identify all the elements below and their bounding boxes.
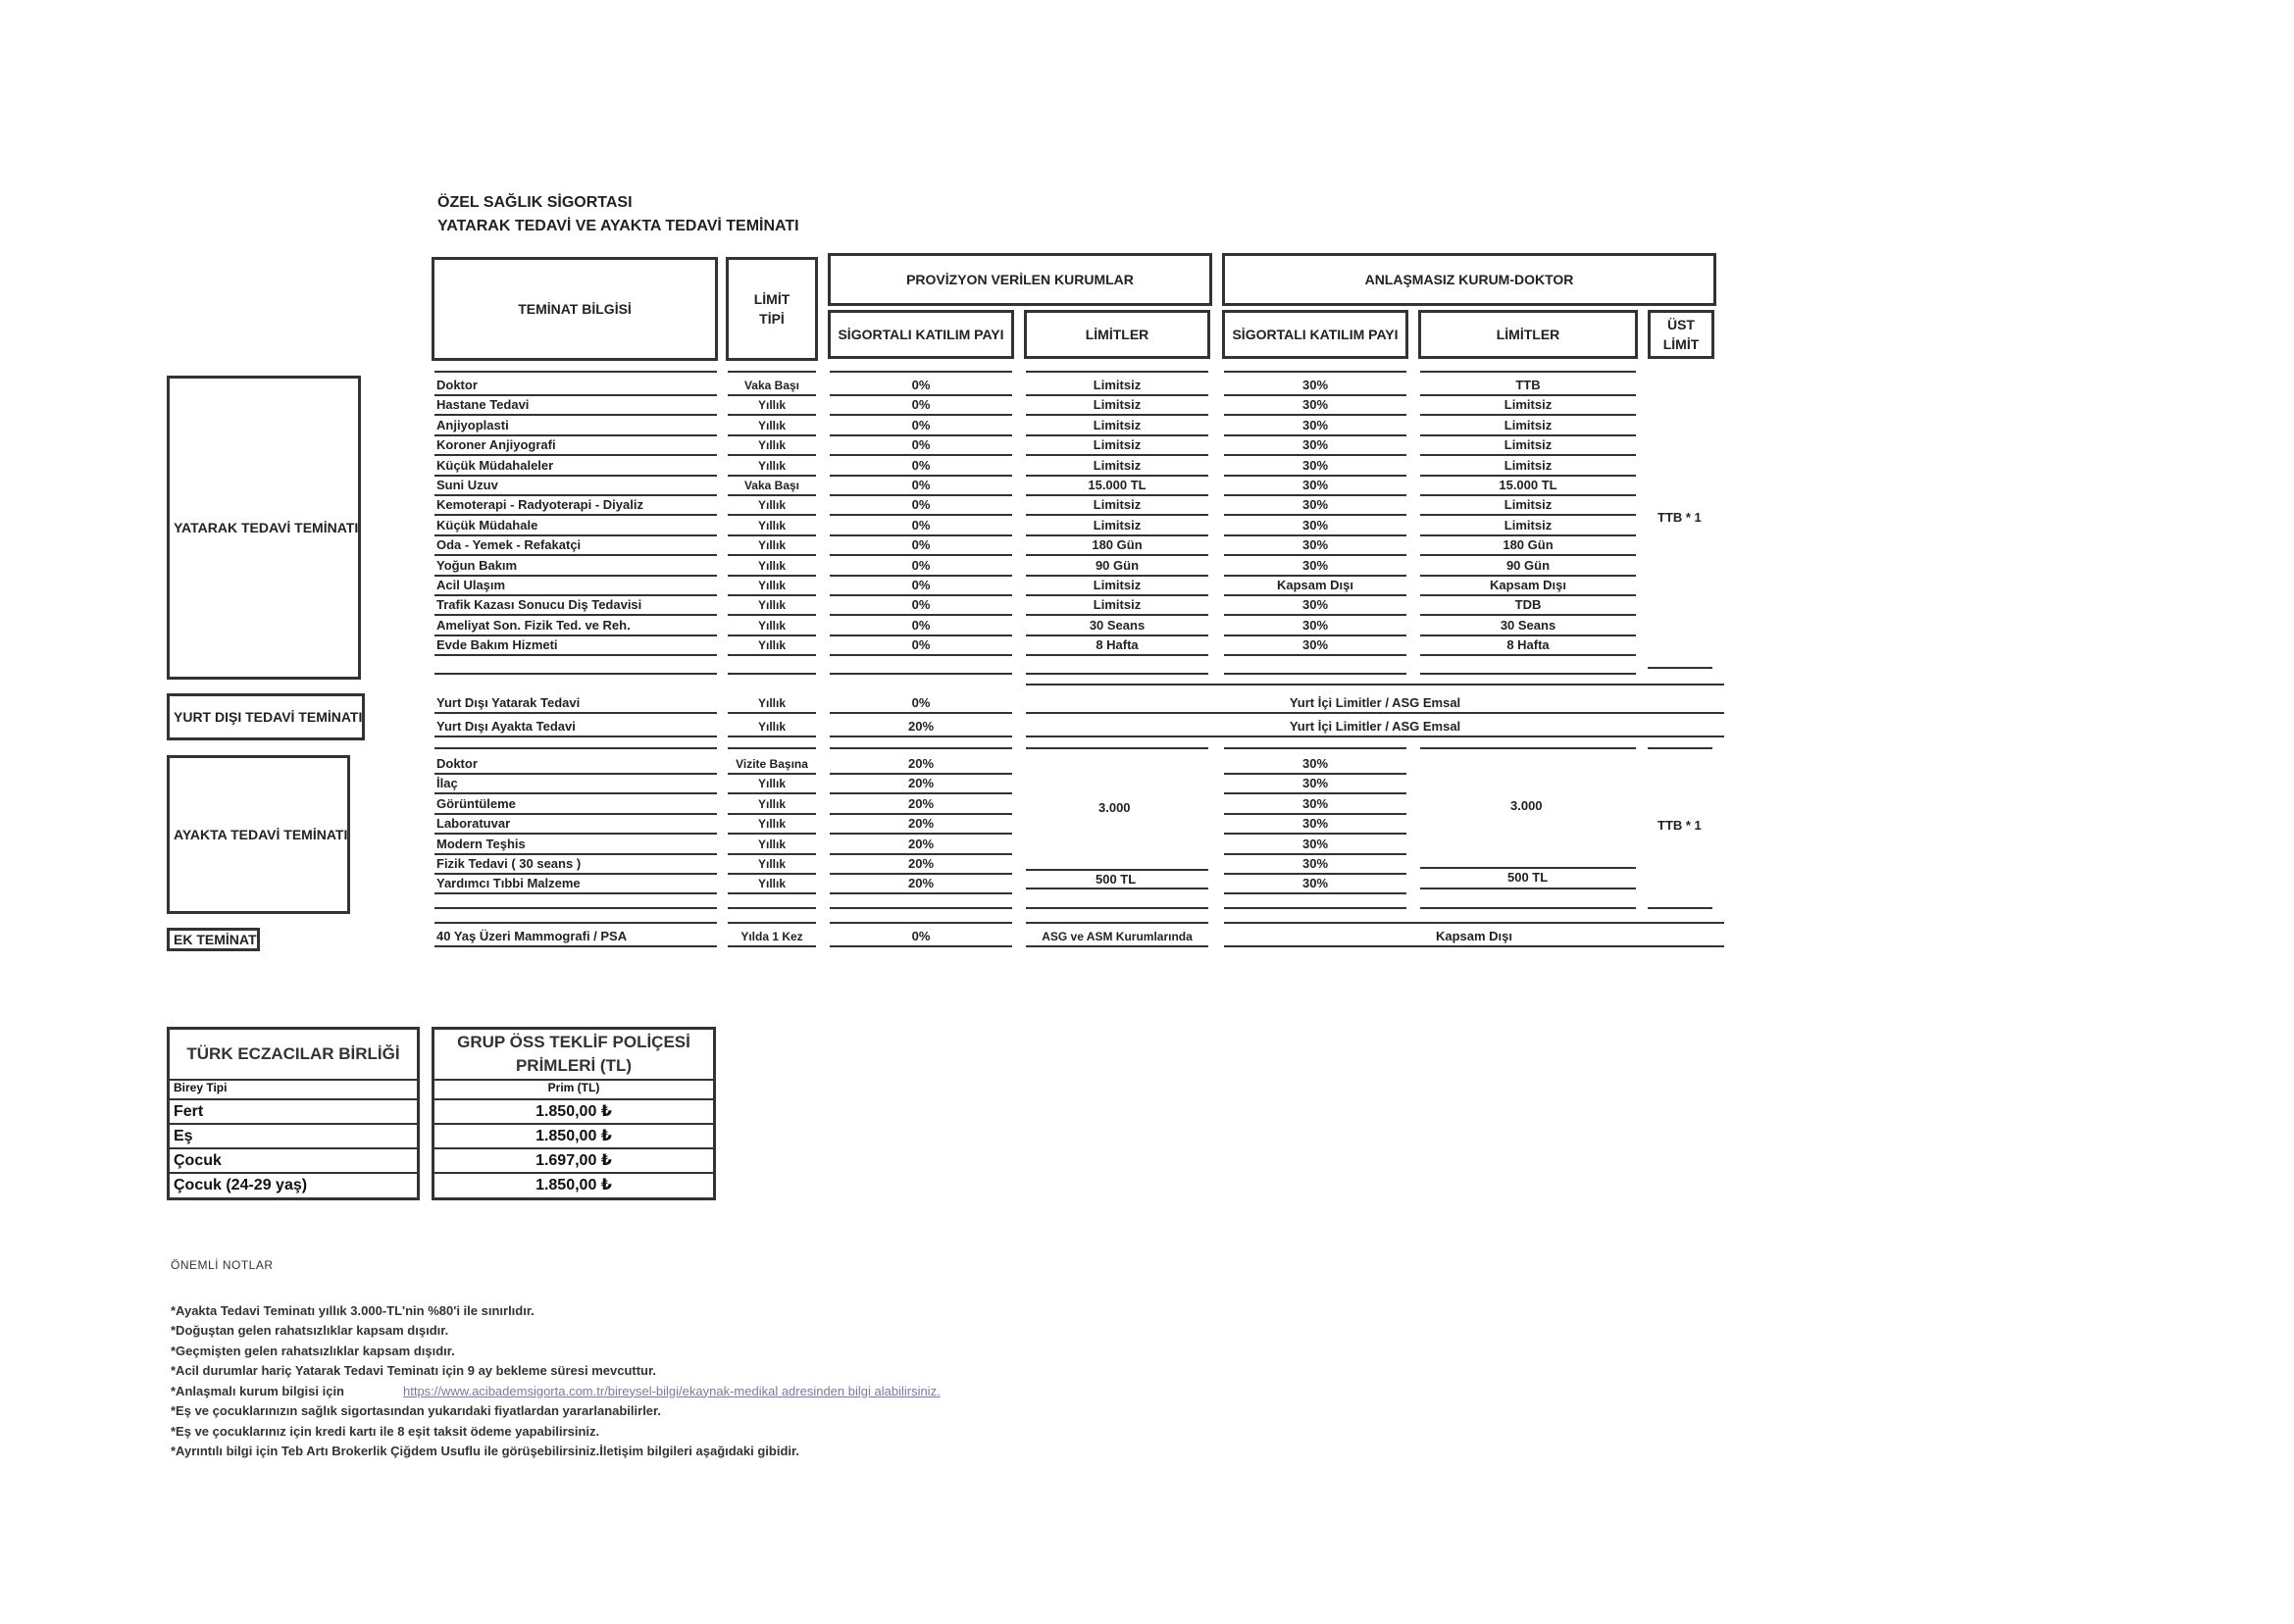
yatarak-a1: Kapsam Dışı <box>1224 577 1406 596</box>
notes-section <box>171 1255 941 1462</box>
rule <box>1026 747 1208 749</box>
yatarak-row <box>0 636 1765 656</box>
premium-col-type: Birey Tipi <box>170 1079 417 1098</box>
yatarak-name: Koroner Anjiyografi <box>434 436 717 456</box>
ayakta-p1: 20% <box>830 775 1012 794</box>
yatarak-p2: Limitsiz <box>1026 417 1208 436</box>
yatarak-limit: Yıllık <box>728 396 816 416</box>
section-yatarak: YATARAK TEDAVİ TEMİNATI <box>167 376 361 680</box>
premium-type-cell: Çocuk <box>170 1147 417 1172</box>
header-ust-limit-line1: ÜST <box>1666 317 1695 332</box>
yatarak-p2: 8 Hafta <box>1026 636 1208 656</box>
yatarak-p2: 180 Gün <box>1026 536 1208 556</box>
section-yurtdisi: YURT DIŞI TEDAVİ TEMİNATI <box>167 693 365 740</box>
rule <box>728 907 816 909</box>
yatarak-p1: 0% <box>830 457 1012 477</box>
yatarak-name: Hastane Tedavi <box>434 396 717 416</box>
yatarak-p1: 0% <box>830 577 1012 596</box>
rule <box>1420 867 1636 869</box>
header-ust-limit-line2: LİMİT <box>1662 336 1700 352</box>
yurtdisi-name: Yurt Dışı Yatarak Tedavi <box>434 694 717 714</box>
yatarak-row <box>0 577 1765 596</box>
yatarak-p1: 0% <box>830 517 1012 536</box>
yatarak-a2: Limitsiz <box>1420 457 1636 477</box>
premium-type-cell: Fert <box>170 1098 417 1123</box>
premium-prim-cell: 1.850,00 ₺ <box>434 1172 713 1196</box>
rule <box>1026 673 1208 675</box>
yatarak-a2: 30 Seans <box>1420 617 1636 636</box>
rule <box>1420 371 1636 373</box>
rule <box>434 922 717 924</box>
yatarak-a1: 30% <box>1224 457 1406 477</box>
ayakta-malzeme-limit-provizyon: 500 TL <box>1096 872 1137 887</box>
ayakta-name: Laboratuvar <box>434 815 717 835</box>
header-limit-tipi-line2: TİPİ <box>759 311 785 327</box>
yatarak-limit: Yıllık <box>728 636 816 656</box>
yatarak-name: Oda - Yemek - Refakatçi <box>434 536 717 556</box>
header-anlasmasiz: ANLAŞMASIZ KURUM-DOKTOR <box>1222 253 1716 306</box>
yatarak-ust-limit: TTB * 1 <box>1657 510 1702 525</box>
rule <box>434 747 717 749</box>
yatarak-p1: 0% <box>830 377 1012 396</box>
yatarak-limit: Yıllık <box>728 417 816 436</box>
ayakta-row <box>0 795 1765 815</box>
yatarak-p1: 0% <box>830 557 1012 577</box>
ayakta-a1: 30% <box>1224 855 1406 875</box>
section-ek: EK TEMİNAT <box>167 928 260 951</box>
ayakta-malzeme-limit-anlasmasiz: 500 TL <box>1507 870 1549 885</box>
yatarak-a1: 30% <box>1224 557 1406 577</box>
yatarak-p2: 30 Seans <box>1026 617 1208 636</box>
ayakta-name: Doktor <box>434 755 717 775</box>
rule <box>1420 907 1636 909</box>
document-title <box>437 191 799 238</box>
yatarak-a2: Limitsiz <box>1420 396 1636 416</box>
yatarak-a1: 30% <box>1224 377 1406 396</box>
ayakta-row <box>0 875 1765 894</box>
yatarak-p1: 0% <box>830 396 1012 416</box>
yatarak-name: Anjiyoplasti <box>434 417 717 436</box>
yatarak-a2: Limitsiz <box>1420 436 1636 456</box>
yatarak-name: Küçük Müdahale <box>434 517 717 536</box>
header-limit-tipi <box>726 257 818 361</box>
yatarak-limit: Yıllık <box>728 617 816 636</box>
yatarak-name: Kemoterapi - Radyoterapi - Diyaliz <box>434 496 717 516</box>
yatarak-a2: TDB <box>1420 596 1636 616</box>
yatarak-a2: Limitsiz <box>1420 496 1636 516</box>
ek-row <box>0 928 1765 947</box>
yatarak-row <box>0 417 1765 436</box>
yurtdisi-p1: 20% <box>830 718 1012 737</box>
yatarak-p1: 0% <box>830 596 1012 616</box>
ayakta-limit: Yıllık <box>728 795 816 815</box>
yatarak-a2: Limitsiz <box>1420 417 1636 436</box>
rule <box>1026 907 1208 909</box>
yatarak-p1: 0% <box>830 617 1012 636</box>
yatarak-limit: Yıllık <box>728 536 816 556</box>
yatarak-row <box>0 557 1765 577</box>
yatarak-p2: Limitsiz <box>1026 377 1208 396</box>
premium-prim-cell: 1.850,00 ₺ <box>434 1123 713 1147</box>
yatarak-p2: Limitsiz <box>1026 577 1208 596</box>
rule <box>1224 673 1406 675</box>
yatarak-a2: 90 Gün <box>1420 557 1636 577</box>
header-provizyon: PROVİZYON VERİLEN KURUMLAR <box>828 253 1212 306</box>
yatarak-row <box>0 496 1765 516</box>
ayakta-ust-limit: TTB * 1 <box>1657 818 1702 833</box>
header-ust-limit <box>1648 310 1714 359</box>
yatarak-row <box>0 377 1765 396</box>
yatarak-a1: 30% <box>1224 396 1406 416</box>
ayakta-name: Fizik Tedavi ( 30 seans ) <box>434 855 717 875</box>
title-line-1: ÖZEL SAĞLIK SİGORTASI <box>437 194 633 211</box>
yatarak-limit: Yıllık <box>728 557 816 577</box>
header-katilim-provizyon: SİGORTALI KATILIM PAYI <box>828 310 1014 359</box>
yatarak-p1: 0% <box>830 496 1012 516</box>
ayakta-limit: Vizite Başına <box>728 755 816 775</box>
yatarak-limit: Vaka Başı <box>728 377 816 396</box>
rule <box>1026 922 1208 924</box>
yatarak-a2: Limitsiz <box>1420 517 1636 536</box>
yatarak-row <box>0 396 1765 416</box>
rule <box>1648 747 1712 749</box>
yatarak-a1: 30% <box>1224 417 1406 436</box>
rule <box>1026 371 1208 373</box>
note-5-link[interactable]: https://www.acibademsigorta.com.tr/bireysel-bilgi/ekaynak-medikal adresinden bilgi alabilirsiniz. <box>403 1383 941 1398</box>
header-limitler-anlasmasiz: LİMİTLER <box>1418 310 1638 359</box>
note-1: *Ayakta Tedavi Teminatı yıllık 3.000-TL'nin %80'i ile sınırlıdır. <box>171 1302 535 1318</box>
yatarak-p2: Limitsiz <box>1026 517 1208 536</box>
yatarak-p2: Limitsiz <box>1026 496 1208 516</box>
ayakta-name: İlaç <box>434 775 717 794</box>
rule <box>1420 888 1636 889</box>
premium-left-table <box>167 1027 420 1200</box>
ayakta-p1: 20% <box>830 855 1012 875</box>
premium-right-title-1: GRUP ÖSS TEKLİF POLİÇESİ <box>457 1033 690 1051</box>
premium-right-title <box>434 1030 713 1079</box>
yatarak-name: Acil Ulaşım <box>434 577 717 596</box>
header-limit-tipi-line1: LİMİT <box>753 291 790 307</box>
premium-type-cell: Eş <box>170 1123 417 1147</box>
ek-wide: Kapsam Dışı <box>1224 928 1724 947</box>
ayakta-name: Yardımcı Tıbbi Malzeme <box>434 875 717 894</box>
ayakta-a1: 30% <box>1224 755 1406 775</box>
note-7: *Eş ve çocuklarınız için kredi kartı ile 8 eşit taksit ödeme yapabilirsiniz. <box>171 1423 600 1439</box>
yatarak-name: Trafik Kazası Sonucu Diş Tedavisi <box>434 596 717 616</box>
rule <box>1026 888 1208 889</box>
yatarak-name: Küçük Müdahaleler <box>434 457 717 477</box>
ayakta-limit: Yıllık <box>728 875 816 894</box>
yurtdisi-row <box>0 694 1765 714</box>
section-ayakta: AYAKTA TEDAVİ TEMİNATI <box>167 755 350 914</box>
yatarak-p1: 0% <box>830 636 1012 656</box>
yatarak-a2: 8 Hafta <box>1420 636 1636 656</box>
rule <box>830 371 1012 373</box>
yurtdisi-wide: Yurt İçi Limitler / ASG Emsal <box>1026 718 1724 737</box>
ek-name: 40 Yaş Üzeri Mammografi / PSA <box>434 928 717 947</box>
rule <box>1026 869 1208 871</box>
rule <box>434 907 717 909</box>
rule <box>830 907 1012 909</box>
rule <box>830 922 1012 924</box>
rule <box>728 371 816 373</box>
note-2: *Doğuştan gelen rahatsızlıklar kapsam dışıdır. <box>171 1323 449 1338</box>
header-teminat-bilgisi: TEMİNAT BİLGİSİ <box>432 257 718 361</box>
yatarak-p2: Limitsiz <box>1026 436 1208 456</box>
rule <box>1648 907 1712 909</box>
yatarak-a1: 30% <box>1224 477 1406 496</box>
yurtdisi-limit: Yıllık <box>728 718 816 737</box>
yurtdisi-limit: Yıllık <box>728 694 816 714</box>
yatarak-name: Doktor <box>434 377 717 396</box>
yatarak-p2: Limitsiz <box>1026 396 1208 416</box>
premium-prim-cell: 1.697,00 ₺ <box>434 1147 713 1172</box>
rule <box>434 371 717 373</box>
ek-p1: 0% <box>830 928 1012 947</box>
yatarak-a1: 30% <box>1224 617 1406 636</box>
yurtdisi-name: Yurt Dışı Ayakta Tedavi <box>434 718 717 737</box>
yatarak-limit: Yıllık <box>728 577 816 596</box>
premium-left-title: TÜRK ECZACILAR BİRLİĞİ <box>186 1044 400 1063</box>
yatarak-a1: 30% <box>1224 596 1406 616</box>
ek-limit: Yılda 1 Kez <box>728 928 816 947</box>
ayakta-limit: Yıllık <box>728 836 816 855</box>
ayakta-p1: 20% <box>830 755 1012 775</box>
yurtdisi-row <box>0 718 1765 737</box>
yatarak-a2: 15.000 TL <box>1420 477 1636 496</box>
yatarak-limit: Yıllık <box>728 596 816 616</box>
ayakta-row <box>0 855 1765 875</box>
yurtdisi-p1: 0% <box>830 694 1012 714</box>
note-5 <box>171 1382 941 1402</box>
rule <box>728 922 816 924</box>
rule <box>1648 667 1712 669</box>
rule <box>830 747 1012 749</box>
premium-col-prim: Prim (TL) <box>434 1079 713 1098</box>
rule <box>1224 747 1406 749</box>
yatarak-a2: TTB <box>1420 377 1636 396</box>
yatarak-p1: 0% <box>830 536 1012 556</box>
yatarak-a1: 30% <box>1224 436 1406 456</box>
yatarak-p2: 15.000 TL <box>1026 477 1208 496</box>
yatarak-limit: Yıllık <box>728 496 816 516</box>
rule <box>1224 371 1406 373</box>
yatarak-row <box>0 617 1765 636</box>
premium-right-table <box>432 1027 716 1200</box>
yatarak-row <box>0 436 1765 456</box>
yatarak-p2: Limitsiz <box>1026 596 1208 616</box>
ayakta-a1: 30% <box>1224 875 1406 894</box>
yatarak-a1: 30% <box>1224 496 1406 516</box>
yatarak-row <box>0 536 1765 556</box>
yatarak-row <box>0 477 1765 496</box>
ayakta-limit: Yıllık <box>728 815 816 835</box>
yatarak-row <box>0 596 1765 616</box>
ayakta-limit: Yıllık <box>728 855 816 875</box>
yatarak-p2: Limitsiz <box>1026 457 1208 477</box>
ayakta-p1: 20% <box>830 815 1012 835</box>
ek-p2: ASG ve ASM Kurumlarında <box>1026 928 1208 947</box>
ayakta-p1: 20% <box>830 795 1012 815</box>
yatarak-a2: 180 Gün <box>1420 536 1636 556</box>
ayakta-a1: 30% <box>1224 795 1406 815</box>
ayakta-p1: 20% <box>830 836 1012 855</box>
yatarak-p2: 90 Gün <box>1026 557 1208 577</box>
ayakta-row <box>0 815 1765 835</box>
rule <box>1420 673 1636 675</box>
rule <box>1224 922 1724 924</box>
yatarak-p1: 0% <box>830 477 1012 496</box>
ayakta-a1: 30% <box>1224 815 1406 835</box>
ayakta-a1: 30% <box>1224 836 1406 855</box>
ayakta-name: Görüntüleme <box>434 795 717 815</box>
rule <box>434 673 717 675</box>
yatarak-limit: Yıllık <box>728 436 816 456</box>
yatarak-limit: Vaka Başı <box>728 477 816 496</box>
rule <box>1026 684 1724 685</box>
ayakta-group-limit-anlasmasiz: 3.000 <box>1510 798 1543 813</box>
premium-prim-cell: 1.850,00 ₺ <box>434 1098 713 1123</box>
rule <box>728 673 816 675</box>
rule <box>728 747 816 749</box>
yatarak-row <box>0 457 1765 477</box>
ayakta-limit: Yıllık <box>728 775 816 794</box>
yatarak-name: Suni Uzuv <box>434 477 717 496</box>
yatarak-p1: 0% <box>830 436 1012 456</box>
rule <box>830 673 1012 675</box>
yatarak-name: Yoğun Bakım <box>434 557 717 577</box>
yatarak-a2: Kapsam Dışı <box>1420 577 1636 596</box>
yatarak-a1: 30% <box>1224 636 1406 656</box>
note-4: *Acil durumlar hariç Yatarak Tedavi Teminatı için 9 ay bekleme süresi mevcuttur. <box>171 1363 656 1378</box>
yatarak-limit: Yıllık <box>728 457 816 477</box>
yatarak-a1: 30% <box>1224 536 1406 556</box>
yurtdisi-wide: Yurt İçi Limitler / ASG Emsal <box>1026 694 1724 714</box>
note-6: *Eş ve çocuklarınızın sağlık sigortasından yukarıdaki fiyatlardan yararlanabilirler. <box>171 1403 661 1418</box>
ayakta-group-limit-provizyon: 3.000 <box>1098 800 1131 815</box>
ayakta-row <box>0 836 1765 855</box>
ayakta-row <box>0 775 1765 794</box>
yatarak-row <box>0 517 1765 536</box>
note-3: *Geçmişten gelen rahatsızlıklar kapsam dışıdır. <box>171 1343 455 1358</box>
yatarak-a1: 30% <box>1224 517 1406 536</box>
premium-right-title-2: PRİMLERİ (TL) <box>515 1056 633 1075</box>
header-limitler-provizyon: LİMİTLER <box>1024 310 1210 359</box>
yatarak-limit: Yıllık <box>728 517 816 536</box>
yatarak-p1: 0% <box>830 417 1012 436</box>
notes-title: ÖNEMLİ NOTLAR <box>171 1258 274 1272</box>
yatarak-name: Ameliyat Son. Fizik Ted. ve Reh. <box>434 617 717 636</box>
rule <box>1224 907 1406 909</box>
ayakta-a1: 30% <box>1224 775 1406 794</box>
premium-type-cell: Çocuk (24-29 yaş) <box>170 1172 417 1196</box>
note-5-text: *Anlaşmalı kurum bilgisi için <box>171 1383 344 1398</box>
rule <box>1420 747 1636 749</box>
ayakta-row <box>0 755 1765 775</box>
header-katilim-anlasmasiz: SİGORTALI KATILIM PAYI <box>1222 310 1408 359</box>
ayakta-name: Modern Teşhis <box>434 836 717 855</box>
title-line-2: YATARAK TEDAVİ VE AYAKTA TEDAVİ TEMİNATI <box>437 218 799 234</box>
yatarak-name: Evde Bakım Hizmeti <box>434 636 717 656</box>
note-8: *Ayrıntılı bilgi için Teb Artı Brokerlik Çiğdem Usuflu ile görüşebilirsiniz.İletişim bilgileri aşağıdaki gibidir. <box>171 1444 799 1458</box>
ayakta-p1: 20% <box>830 875 1012 894</box>
